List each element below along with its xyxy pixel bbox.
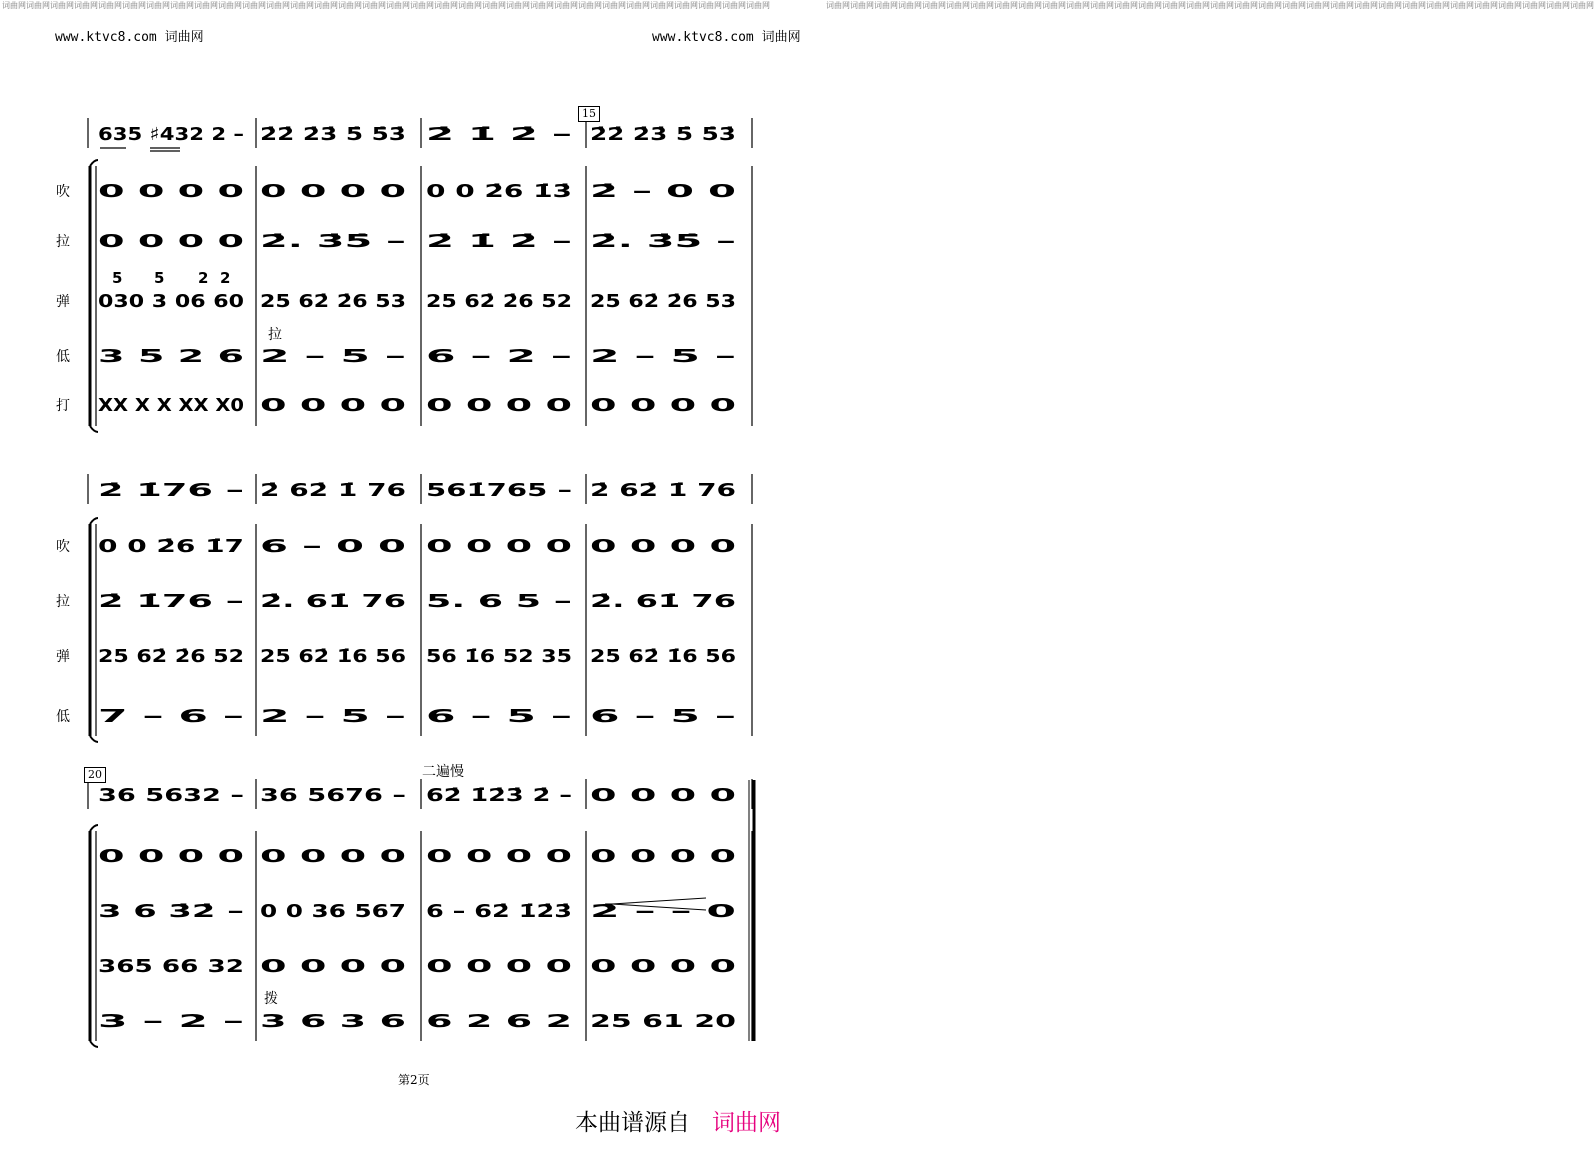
source-credit — [575, 1104, 781, 1137]
melody-measure: 561̇765 – — [426, 480, 572, 501]
bracket-curl — [90, 825, 98, 831]
melody-measure: 2̇ 1̇ 2̇ – — [426, 124, 572, 145]
bar-number-20: 20 — [84, 767, 106, 783]
chord-upper-number: 5 — [112, 269, 123, 287]
part-measure: 2̇. 61̇ 76 — [260, 591, 406, 612]
part-measure: 0 0 0 0 — [98, 181, 244, 202]
melody-measure: 635 ♯432 2 – — [98, 124, 244, 145]
instrument-label: 吹 — [56, 184, 70, 200]
part-measure: 56 1̇6 52 35 — [426, 646, 572, 667]
header-left-url[interactable]: www.ktvc8.com — [55, 30, 157, 45]
part-measure: 030 3 06 60 — [98, 291, 244, 312]
part-measure: 0 0 0 0 — [98, 231, 244, 252]
melody-measure: 2̇ 62̇ 1̇ 76 — [590, 480, 736, 501]
part-measure: 0 0 0 0 — [590, 846, 736, 867]
part-measure: 2̇ 1̇76 – — [98, 591, 244, 612]
part-measure: 25 61 20 — [590, 1011, 736, 1032]
part-measure: XX X X XX X0 — [98, 395, 244, 416]
part-measure: 0 0 36 567 — [260, 901, 406, 922]
part-measure: 0 0 0 0 — [426, 536, 572, 557]
chord-upper-number: 2 — [220, 269, 231, 287]
mark-la: 拉 — [268, 327, 282, 343]
part-measure: 2̇. 61̇ 76 — [590, 591, 736, 612]
chord-upper-number: 5 — [154, 269, 165, 287]
part-measure: 3 – 2 – — [98, 1011, 244, 1032]
part-measure: 6 – 5 – — [426, 706, 572, 727]
header-right-url[interactable]: www.ktvc8.com — [652, 30, 754, 45]
instrument-label: 低 — [56, 709, 70, 725]
melody-measure: 36 5676 – — [260, 785, 406, 806]
part-measure: 6 – 2 – — [426, 346, 572, 367]
part-measure: 3 6 3̇2̇ – — [98, 901, 244, 922]
part-measure: 6 – 62̇ 1̇2̇3̇ — [426, 901, 572, 922]
bracket-curl — [90, 160, 98, 166]
mark-bo: 拨 — [264, 991, 278, 1007]
part-measure: 0 0 0 0 — [260, 395, 406, 416]
header-left-site: 词曲网 — [164, 30, 204, 45]
instrument-label: 拉 — [56, 594, 70, 610]
header-right-site: 词曲网 — [761, 30, 801, 45]
melody-measure: 2̇2̇ 2̇3̇ 5̇ 5̇3̇ — [260, 124, 406, 145]
part-measure: 0 0 2̇6 1̇7 — [98, 536, 244, 557]
part-measure: 6 – 0 0 — [260, 536, 406, 557]
part-measure: 0 0 0 0 — [260, 956, 406, 977]
part-measure: 2̇ 1̇ 2̇ – — [426, 231, 572, 252]
part-measure: 2̇ – 0 0 — [590, 181, 736, 202]
part-measure: 6 2 6 2 — [426, 1011, 572, 1032]
side-watermark-right: 词曲网词曲网词曲网词曲网词曲网词曲网词曲网词曲网词曲网词曲网词曲网词曲网词曲网词曲网词曲网词曲网词曲网词曲网词曲网词曲网词曲网词曲网词曲网词曲网词曲网词曲网词曲网词曲网词曲网词曲网词曲网词曲网 — [826, 1, 1594, 10]
melody-measure: 2̇ 1̇76 – — [98, 480, 244, 501]
instrument-label: 弹 — [56, 649, 70, 665]
part-measure: 5. 6 5 – — [426, 591, 572, 612]
part-measure: 3 5 2 6 — [98, 346, 244, 367]
part-measure: 2 – 5 – — [590, 346, 736, 367]
part-measure: 0 0 0 0 — [590, 395, 736, 416]
part-measure: 25 62̇ 2̇6 52 — [98, 646, 244, 667]
part-measure: 0 0 0 0 — [98, 846, 244, 867]
part-measure: 2̇. 3̇5̇ – — [260, 231, 406, 252]
melody-measure: 2̇ 62̇ 1̇ 76 — [260, 480, 406, 501]
melody-measure: 2̇2̇ 2̇3̇ 5̇ 5̇3̇ — [590, 124, 736, 145]
part-measure: 3 6 3 6 — [260, 1011, 406, 1032]
source-label: 本曲谱源自 — [575, 1110, 690, 1136]
part-measure: 365 66 32 — [98, 956, 244, 977]
source-brand[interactable]: 词曲网 — [712, 1110, 781, 1136]
instrument-labels — [56, 184, 70, 725]
part-measure: 0 0 0 0 — [590, 956, 736, 977]
part-measure: 0 0 0 0 — [260, 181, 406, 202]
part-measure: 0 0 0 0 — [426, 956, 572, 977]
instrument-label: 打 — [56, 398, 70, 414]
instrument-label: 弹 — [56, 294, 70, 310]
part-measure: 25 62̇ 1̇6 56 — [590, 646, 736, 667]
part-measure: 0 0 0 0 — [260, 846, 406, 867]
part-measure: 6 – 5 – — [590, 706, 736, 727]
side-watermark-left: 词曲网词曲网词曲网词曲网词曲网词曲网词曲网词曲网词曲网词曲网词曲网词曲网词曲网词曲网词曲网词曲网词曲网词曲网词曲网词曲网词曲网词曲网词曲网词曲网词曲网词曲网词曲网词曲网词曲网词曲网词曲网词曲网 — [2, 1, 770, 10]
bracket-curl — [90, 1041, 98, 1047]
bracket-curl — [90, 518, 98, 524]
mark-second-time-slow: 二遍慢 — [422, 764, 464, 780]
bracket-curl — [90, 736, 98, 742]
part-measure: 2̇. 3̇5̇ – — [590, 231, 736, 252]
part-measure: 7 – 6 – — [98, 706, 244, 727]
part-measure: 2 – 5 – — [260, 706, 406, 727]
part-measure: 0 0 2̇6 1̇3̇ — [426, 181, 572, 202]
part-measure: 0 0 0 0 — [590, 536, 736, 557]
part-measure: 25 62̇ 2̇6 52 — [426, 291, 572, 312]
page-number: 第2页 — [398, 1073, 430, 1087]
part-measure: 0 0 0 0 — [426, 846, 572, 867]
instrument-label: 吹 — [56, 539, 70, 555]
part-measure: 2̇ – – 0 — [590, 901, 736, 922]
instrument-label: 低 — [56, 349, 70, 365]
part-measure: 2 – 5 – — [260, 346, 406, 367]
melody-measure: 36 5632 – — [98, 785, 244, 806]
bracket-curl — [90, 426, 98, 432]
part-measure: 25 62̇ 2̇6 53 — [590, 291, 736, 312]
chord-upper-number: 2 — [198, 269, 209, 287]
melody-measure: 0 0 0 0 — [590, 785, 736, 806]
instrument-label: 拉 — [56, 234, 70, 250]
part-measure: 0 0 0 0 — [426, 395, 572, 416]
score-text — [98, 124, 736, 1032]
part-measure: 25 62̇ 1̇6 56 — [260, 646, 406, 667]
bar-number-15: 15 — [578, 106, 600, 122]
part-measure: 25 62̇ 2̇6 53 — [260, 291, 406, 312]
melody-measure: 62̇ 1̇2̇3̇ 2̇ – — [426, 785, 572, 806]
